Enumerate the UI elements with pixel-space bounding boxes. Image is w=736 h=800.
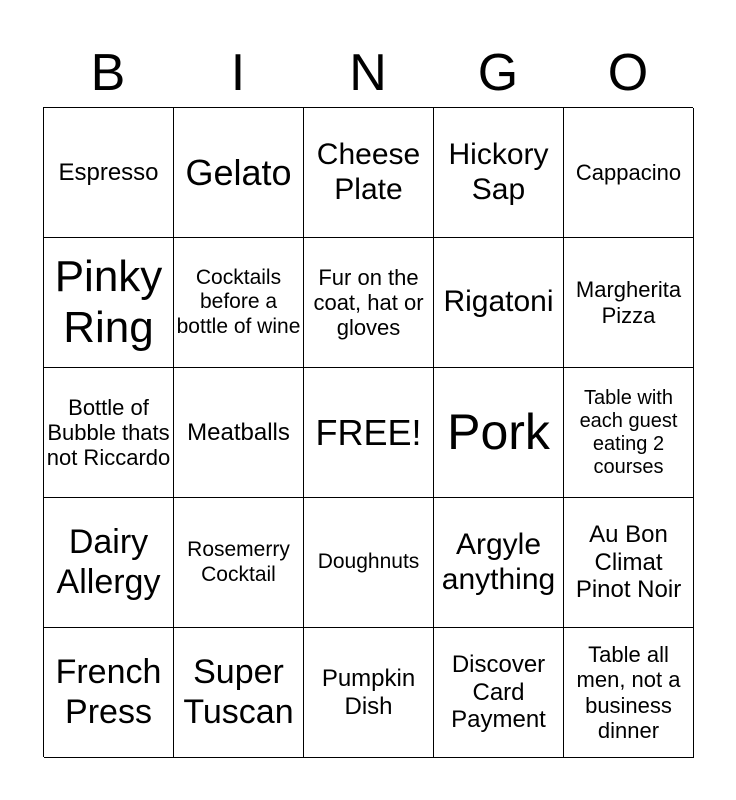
bingo-cell[interactable]: [564, 108, 694, 238]
cell-text: Cocktails before a bottle of wine: [176, 266, 301, 338]
cell-text: Discover Card Payment: [451, 651, 546, 734]
bingo-cell[interactable]: [174, 108, 304, 238]
cell-text: Cheese Plate: [316, 138, 421, 206]
bingo-cell[interactable]: [44, 498, 174, 628]
bingo-cell[interactable]: [44, 108, 174, 238]
bingo-cell[interactable]: [304, 498, 434, 628]
bingo-cell[interactable]: [174, 628, 304, 758]
header-letter-g: G: [477, 44, 519, 102]
cell-text: Pinky Ring: [54, 251, 163, 352]
cell-text: Margherita Pizza: [575, 277, 682, 328]
cell-text: Hickory Sap: [448, 138, 549, 206]
bingo-cell[interactable]: [44, 628, 174, 758]
cell-text: Rosemerry Cocktail: [187, 538, 290, 586]
bingo-grid: [43, 107, 693, 757]
cell-text: Dairy Allergy: [56, 523, 161, 601]
bingo-cell[interactable]: [564, 628, 694, 758]
bingo-cell[interactable]: [174, 238, 304, 368]
bingo-cell[interactable]: [434, 368, 564, 498]
bingo-cell[interactable]: [434, 238, 564, 368]
cell-text: Pumpkin Dish: [321, 664, 416, 720]
cell-text: Argyle anything: [441, 528, 556, 596]
cell-text: Fur on the coat, hat or gloves: [313, 264, 424, 341]
bingo-cell[interactable]: [304, 108, 434, 238]
bingo-cell[interactable]: [304, 238, 434, 368]
cell-text: Espresso: [58, 158, 159, 186]
cell-text: French Press: [55, 653, 162, 731]
bingo-cell[interactable]: [44, 238, 174, 368]
bingo-cell[interactable]: [434, 108, 564, 238]
bingo-cell[interactable]: [564, 238, 694, 368]
cell-text: Gelato: [185, 151, 292, 193]
bingo-cell[interactable]: [434, 498, 564, 628]
bingo-cell[interactable]: [174, 368, 304, 498]
bingo-cell[interactable]: [434, 628, 564, 758]
cell-text: Super Tuscan: [183, 653, 294, 731]
cell-text: Table all men, not a business dinner: [576, 641, 681, 743]
bingo-cell[interactable]: [304, 628, 434, 758]
cell-text: Cappacino: [575, 159, 682, 185]
bingo-cell[interactable]: [174, 498, 304, 628]
cell-text: Au Bon Climat Pinot Noir: [575, 521, 682, 604]
header-letter-o: O: [607, 44, 649, 102]
cell-text: Pork: [447, 403, 550, 460]
cell-text: Doughnuts: [317, 550, 420, 574]
cell-text: FREE!: [315, 411, 422, 453]
cell-text: Bottle of Bubble thats not Riccardo: [46, 394, 171, 471]
cell-text: Meatballs: [187, 418, 290, 446]
cell-text: Table with each guest eating 2 courses: [579, 386, 678, 478]
bingo-cell[interactable]: [44, 368, 174, 498]
cell-text: Rigatoni: [443, 285, 554, 319]
bingo-header: [43, 40, 693, 106]
header-letter-b: B: [90, 44, 126, 102]
bingo-cell[interactable]: [564, 498, 694, 628]
bingo-cell[interactable]: [564, 368, 694, 498]
header-letter-n: N: [349, 44, 387, 102]
bingo-cell-free[interactable]: [304, 368, 434, 498]
header-letter-i: I: [230, 44, 246, 102]
